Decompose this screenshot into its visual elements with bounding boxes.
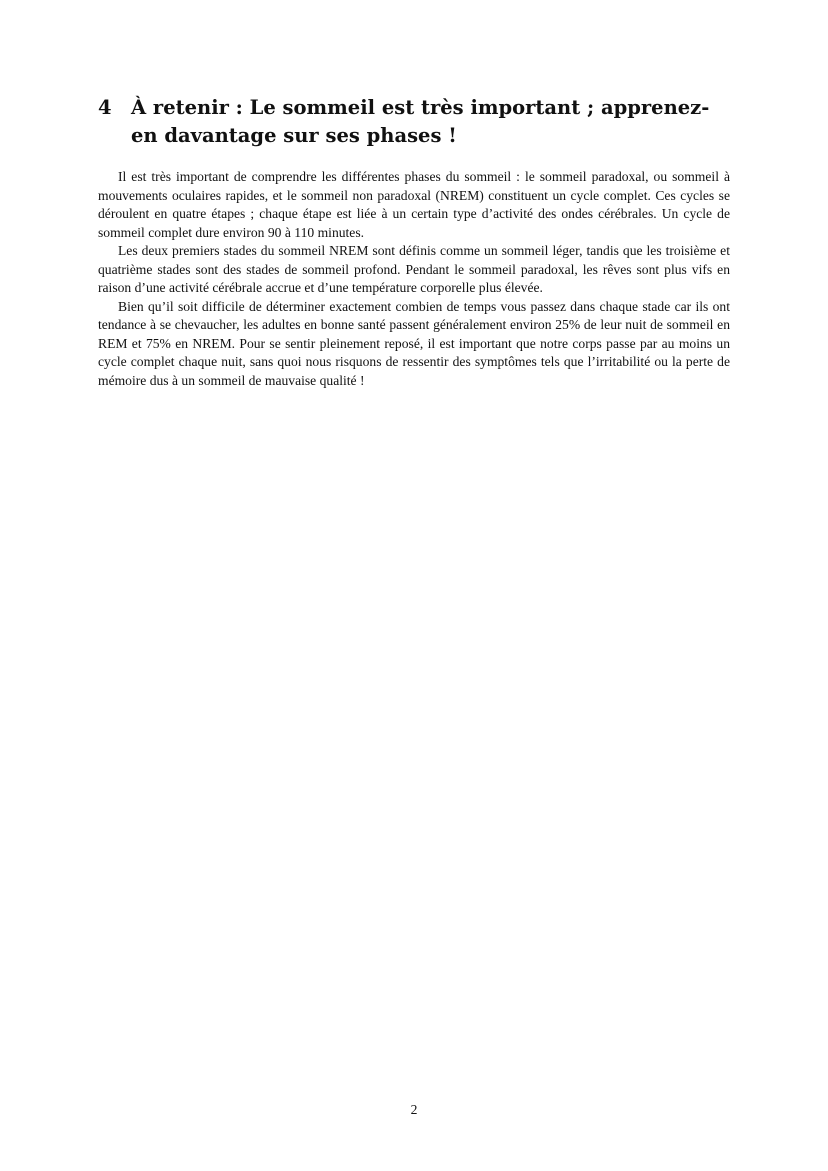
paragraph-sleep-duration: Bien qu’il soit difficile de déterminer exactement combien de temps vous passez dans chaque stade car ils ont tendance à se chevaucher, les adultes en bonne santé passent généralement environ 25% de leur nuit de sommeil en REM et 75% en NREM. Pour se sentir pleinement reposé, il est important que notre corps passe par au moins un cycle complet chaque nuit, sans quoi nous risquons de ressentir des symptômes tels que l’irritabilité ou la perte de mémoire dus à un sommeil de mauvaise qualité ! — [98, 298, 730, 388]
section-heading — [98, 94, 730, 150]
section-block — [98, 94, 730, 390]
section-number: 4 — [98, 96, 112, 119]
paragraph-sleep-phases: Il est très important de comprendre les différentes phases du sommeil : le sommeil paradoxal, ou sommeil à mouvements oculaires rapides, et le sommeil non paradoxal (NREM) constituent un cycle complet. Ces cycles se déroulent en quatre étapes ; chaque étape est liée à un certain type d’activité des ondes cérébrales. Un cycle de sommeil complet dure environ 90 à 110 minutes. — [98, 169, 730, 240]
section-title: À retenir : Le sommeil est très important ; apprenez-en davantage sur ses phases ! — [131, 96, 710, 147]
page-number: 2 — [410, 1102, 418, 1117]
paragraph-nrem-stages: Les deux premiers stades du sommeil NREM sont définis comme un sommeil léger, tandis que les troisième et quatrième stades sont des stades de sommeil profond. Pendant le sommeil paradoxal, les rêves sont plus vifs en raison d’une activité cérébrale accrue et d’une température corporelle plus élevée. — [98, 243, 730, 295]
